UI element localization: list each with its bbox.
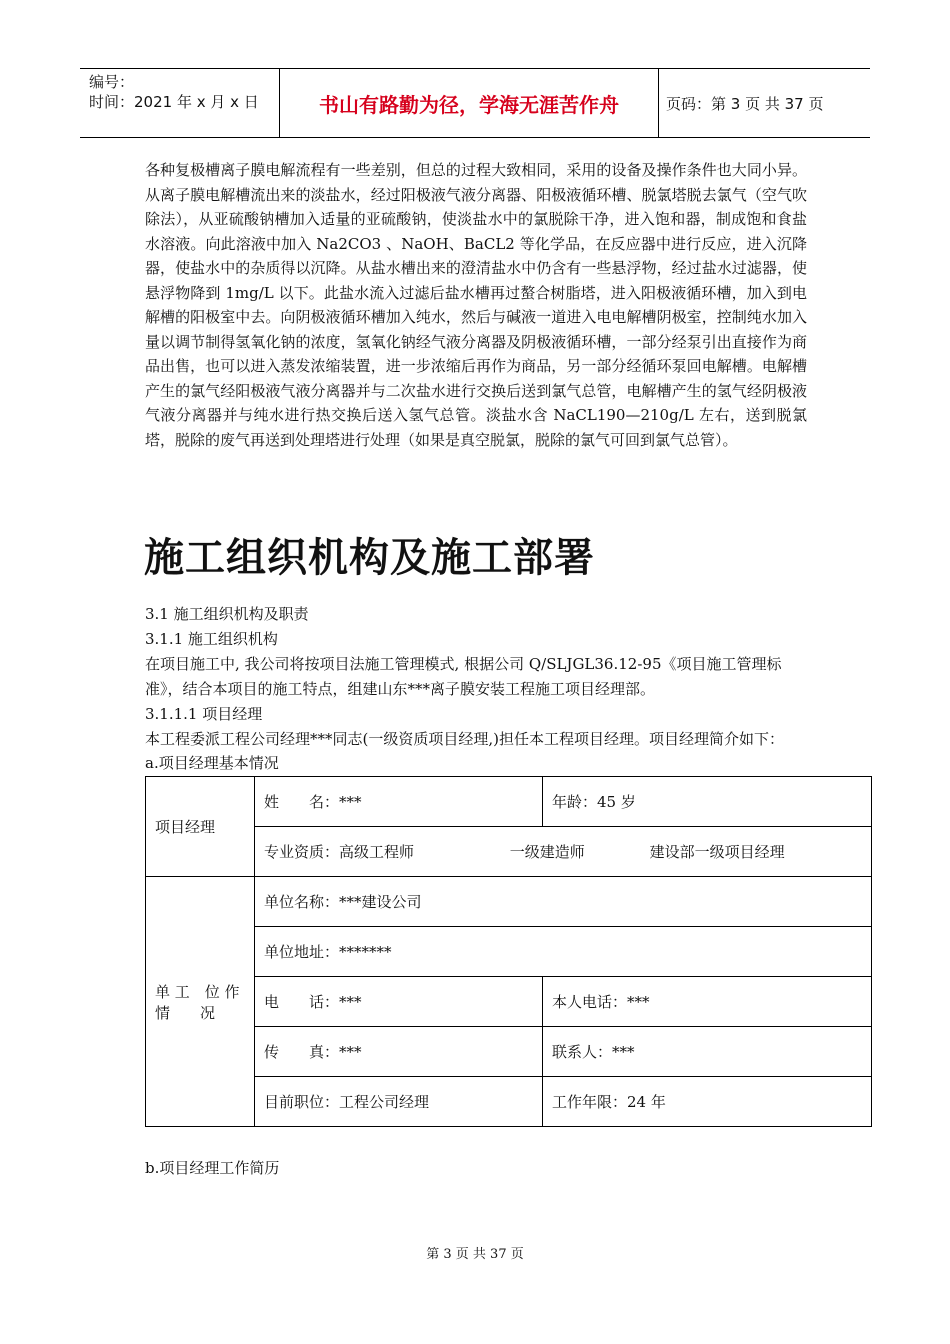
section-title: 施工组织机构及施工部署: [144, 535, 595, 581]
page-header: [80, 68, 870, 138]
unit-head-line-1: 单 工 位 作: [155, 982, 240, 1001]
heading-3-1-1: 3.1.1 施工组织机构: [145, 630, 278, 648]
fax-cell: 传 真：***: [255, 1027, 543, 1077]
qualification-3: 建设部一级项目经理: [649, 843, 785, 861]
qualification-1: 专业资质：高级工程师: [264, 843, 415, 861]
unit-head-line-2: 情 况: [155, 1003, 216, 1022]
manager-info-table: [145, 776, 872, 1127]
table-row: [146, 1027, 872, 1077]
phone-cell: 电 话：***: [255, 977, 543, 1027]
unit-head-cell: [146, 877, 255, 1127]
age-cell: 年龄：45 岁: [543, 777, 872, 827]
years-cell: 工作年限：24 年: [543, 1077, 872, 1127]
position-cell: 目前职位：工程公司经理: [255, 1077, 543, 1127]
body-line-3: 本工程委派工程公司经理***同志(一级资质项目经理,)担任本工程项目经理。项目经理简介如下：: [145, 730, 784, 748]
heading-3-1: 3.1 施工组织机构及职责: [145, 605, 309, 623]
page-footer: 第 3 页 共 37 页: [426, 1247, 524, 1262]
body-line-2: 准》，结合本项目的施工特点，组建山东***离子膜安装工程施工项目经理部。: [145, 680, 656, 698]
table-row: [146, 977, 872, 1027]
contact-cell: 联系人：***: [543, 1027, 872, 1077]
body-line-1: 在项目施工中, 我公司将按项目法施工管理模式, 根据公司 Q/SLJGL36.12-95《项目施工管理标: [145, 655, 782, 673]
table-row: [146, 877, 872, 927]
table-row: [146, 1077, 872, 1127]
header-motto: 书山有路勤为径，学海无涯苦作舟: [280, 69, 659, 137]
date-label: 时间：2021 年 x 月 x 日: [89, 93, 259, 111]
own-phone-cell: 本人电话：***: [543, 977, 872, 1027]
table-row: [146, 777, 872, 827]
unit-name-cell: 单位名称：***建设公司: [255, 877, 872, 927]
heading-3-1-1-1: 3.1.1.1 项目经理: [145, 705, 263, 723]
name-cell: 姓 名：***: [255, 777, 543, 827]
qualification-cell: [255, 827, 872, 877]
intro-paragraph: 各种复极槽离子膜电解流程有一些差别，但总的过程大致相同，采用的设备及操作条件也大同小异。从离子膜电解槽流出来的淡盐水，经过阳极液气液分离器、阳极液循环槽、脱氯塔脱去氯气（空气吹除法），从亚硫酸钠槽加入适量的亚硫酸钠，使淡盐水中的氯脱除干净，进入饱和器，制成饱和食盐水溶液。向此溶液中加入 Na2CO3 、NaOH、BaCL2 等化学品，在反应器中进行反应，进入沉降器，使盐水中的杂质得以沉降。从盐水槽出来的澄清盐水中仍含有一些悬浮物，经过盐水过滤器，使悬浮物降到 1mg/L 以下。此盐水流入过滤后盐水槽再过螯合树脂塔，进入阳极液循环槽，加入到电解槽的阳极室中去。向阴极液循环槽加入纯水，然后与碱液一道进入电电解槽阴极室，控制纯水加入量以调节制得氢氧化钠的浓度，氢氧化钠经气液分离器及阴极液循环槽，一部分经泵引出直接作为商品出售，也可以进入蒸发浓缩装置，进一步浓缩后再作为商品，另一部分经循环泵回电解槽。电解槽产生的氯气经阳极液气液分离器并与二次盐水进行交换后送到氯气总管，电解槽产生的氢气经阴极液气液分离器并与纯水进行热交换后送入氢气总管。淡盐水含 NaCL190—210g/L 左右，送到脱氯塔，脱除的废气再送到处理塔进行处理（如果是真空脱氯，脱除的氯气可回到氯气总管）。: [145, 161, 807, 449]
pm-head-cell: 项目经理: [146, 777, 255, 877]
table-row: [146, 827, 872, 877]
number-label: 编号：: [89, 73, 135, 91]
header-page-info: 页码：第 3 页 共 37 页: [666, 94, 824, 113]
header-meta: [80, 69, 280, 137]
table-row: [146, 927, 872, 977]
unit-address-cell: 单位地址：*******: [255, 927, 872, 977]
subheading-a: a.项目经理基本情况: [145, 754, 279, 772]
qualification-2: 一级建造师: [509, 843, 585, 861]
subheading-b: b.项目经理工作简历: [145, 1159, 280, 1177]
